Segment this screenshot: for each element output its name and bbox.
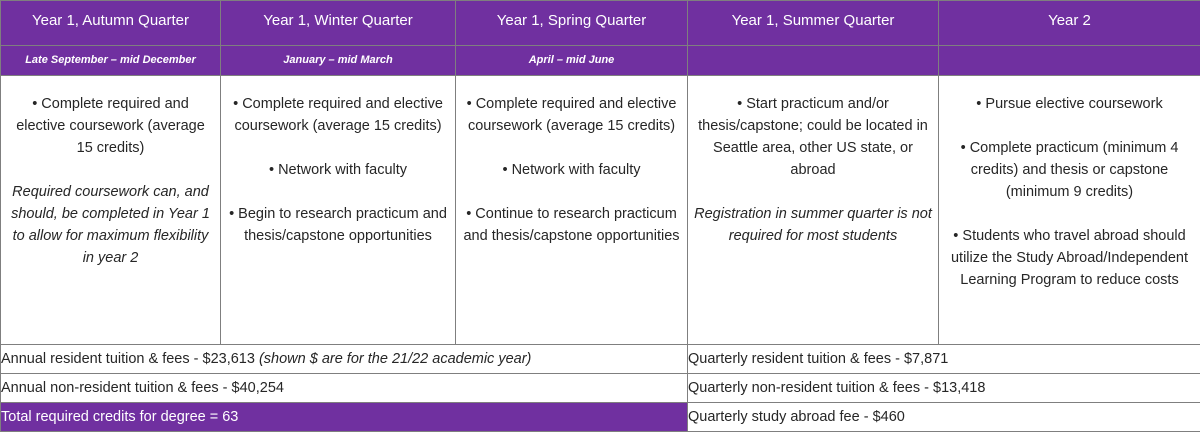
fee-row-2 bbox=[1, 374, 1200, 403]
annual-nonresident-fee-text: Annual non-resident tuition & fees - $40,254 bbox=[1, 380, 284, 396]
study-abroad-fee-text: Quarterly study abroad fee - $460 bbox=[688, 409, 905, 425]
quarter-title: Year 1, Autumn Quarter bbox=[31, 12, 190, 29]
activity-list bbox=[227, 93, 449, 247]
dates-summer bbox=[688, 46, 939, 76]
activities-summer bbox=[688, 76, 939, 345]
header-spring bbox=[456, 1, 688, 46]
activities-winter bbox=[221, 76, 456, 345]
quarter-dates-row bbox=[1, 46, 1200, 76]
quarter-dates: April – mid June bbox=[528, 54, 615, 66]
activities-autumn bbox=[1, 76, 221, 345]
dates-year2 bbox=[939, 46, 1200, 76]
annual-nonresident-fee bbox=[1, 374, 688, 403]
activity-item: • Students who travel abroad should utilize the Study Abroad/Independent Learning Program to reduce costs bbox=[950, 228, 1188, 288]
quarterly-nonresident-fee bbox=[688, 374, 1200, 403]
quarter-dates: Late September – mid December bbox=[25, 54, 196, 66]
activity-item: • Pursue elective coursework bbox=[976, 96, 1163, 112]
activity-item: • Network with faculty bbox=[268, 162, 408, 178]
header-winter bbox=[221, 1, 456, 46]
activity-list bbox=[945, 93, 1194, 291]
academic-year-note: (shown $ are for the 21/22 academic year) bbox=[258, 351, 532, 367]
quarter-dates bbox=[688, 46, 938, 53]
activities-spring bbox=[456, 76, 688, 345]
dates-winter bbox=[221, 46, 456, 76]
quarter-title: Year 2 bbox=[1048, 12, 1091, 29]
quarter-dates: January – mid March bbox=[283, 54, 393, 66]
quarter-title: Year 1, Winter Quarter bbox=[263, 12, 413, 29]
activity-list bbox=[462, 93, 681, 247]
activity-item: • Complete required and elective coursework (average 15 credits) bbox=[16, 96, 205, 156]
dates-autumn bbox=[1, 46, 221, 76]
annual-resident-fee bbox=[1, 345, 688, 374]
activity-item: • Continue to research practicum and thesis/capstone opportunities bbox=[463, 206, 680, 244]
quarter-activities-row bbox=[1, 76, 1200, 345]
quarter-header-row bbox=[1, 1, 1200, 46]
activity-item: • Network with faculty bbox=[502, 162, 641, 178]
activity-list bbox=[694, 93, 932, 181]
autumn-note: Required coursework can, and should, be completed in Year 1 to allow for maximum flexibility in year 2 bbox=[11, 184, 210, 266]
quarter-title: Year 1, Summer Quarter bbox=[731, 12, 895, 29]
activities-year2 bbox=[939, 76, 1200, 345]
dates-spring bbox=[456, 46, 688, 76]
quarter-title: Year 1, Spring Quarter bbox=[496, 12, 647, 29]
total-credits bbox=[1, 403, 688, 432]
summer-note: Registration in summer quarter is not required for most students bbox=[694, 206, 932, 244]
header-year2 bbox=[939, 1, 1200, 46]
total-credits-text: Total required credits for degree = 63 bbox=[1, 409, 239, 425]
activity-item: • Complete required and elective coursework (average 15 credits) bbox=[466, 96, 677, 134]
quarterly-resident-fee bbox=[688, 345, 1200, 374]
fee-row-1 bbox=[1, 345, 1200, 374]
header-autumn bbox=[1, 1, 221, 46]
quarterly-nonresident-fee-text: Quarterly non-resident tuition & fees - $13,418 bbox=[688, 380, 986, 396]
fee-row-3 bbox=[1, 403, 1200, 432]
activity-item: • Start practicum and/or thesis/capstone; could be located in Seattle area, other US state, or abroad bbox=[698, 96, 928, 178]
activity-item: • Begin to research practicum and thesis/capstone opportunities bbox=[229, 206, 447, 244]
activity-item: • Complete required and elective coursework (average 15 credits) bbox=[233, 96, 443, 134]
activity-list bbox=[7, 93, 214, 159]
study-abroad-fee bbox=[688, 403, 1200, 432]
quarter-dates bbox=[939, 46, 1200, 53]
activity-item: • Complete practicum (minimum 4 credits) and thesis or capstone (minimum 9 credits) bbox=[960, 140, 1179, 200]
annual-resident-fee-text: Annual resident tuition & fees - $23,613 bbox=[1, 351, 259, 367]
header-summer bbox=[688, 1, 939, 46]
quarterly-resident-fee-text: Quarterly resident tuition & fees - $7,871 bbox=[688, 351, 949, 367]
